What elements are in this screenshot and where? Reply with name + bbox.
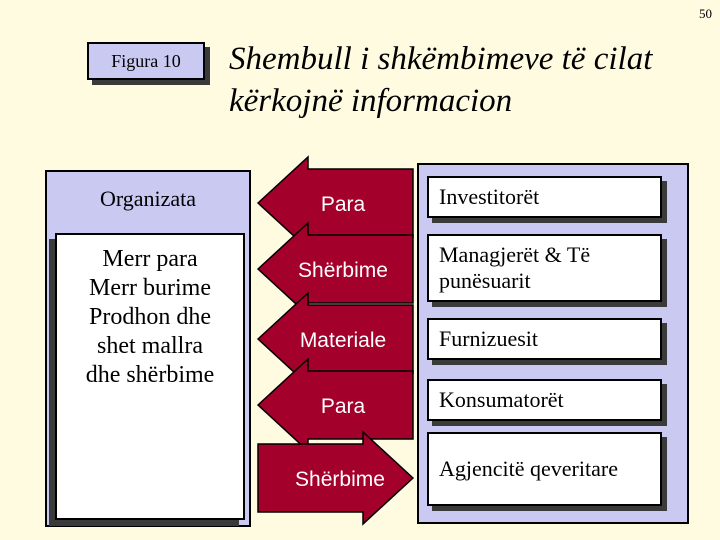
stakeholder-label: Agjencitë qeveritare (439, 456, 618, 481)
slide-title: Shembull i shkëmbimeve të cilat kërkojnë informacion (229, 41, 653, 119)
exchange-label: Materiale (299, 329, 387, 352)
exchange-label: Para (320, 193, 366, 216)
stakeholder-label: Konsumatorët (439, 387, 564, 412)
stakeholder-label: Furnizuesit (439, 326, 538, 351)
exchange-label: Para (320, 395, 366, 418)
figure-label-text: Figura 10 (111, 50, 181, 71)
organization-title: Organizata (99, 186, 197, 211)
exchange-label: Shërbime (295, 468, 385, 491)
activity-line: Prodhon dhe (89, 304, 211, 330)
activity-line: Merr para (102, 246, 198, 272)
activity-line: Merr burime (89, 275, 211, 301)
page-number: 50 (699, 6, 712, 21)
activity-line: dhe shërbime (85, 362, 215, 388)
stakeholder-label: Investitorët (439, 184, 540, 209)
stakeholder-label: Managjerët & Të punësuarit (439, 242, 591, 293)
exchange-label: Shërbime (298, 259, 388, 282)
activity-line: shet mallra (97, 333, 203, 359)
